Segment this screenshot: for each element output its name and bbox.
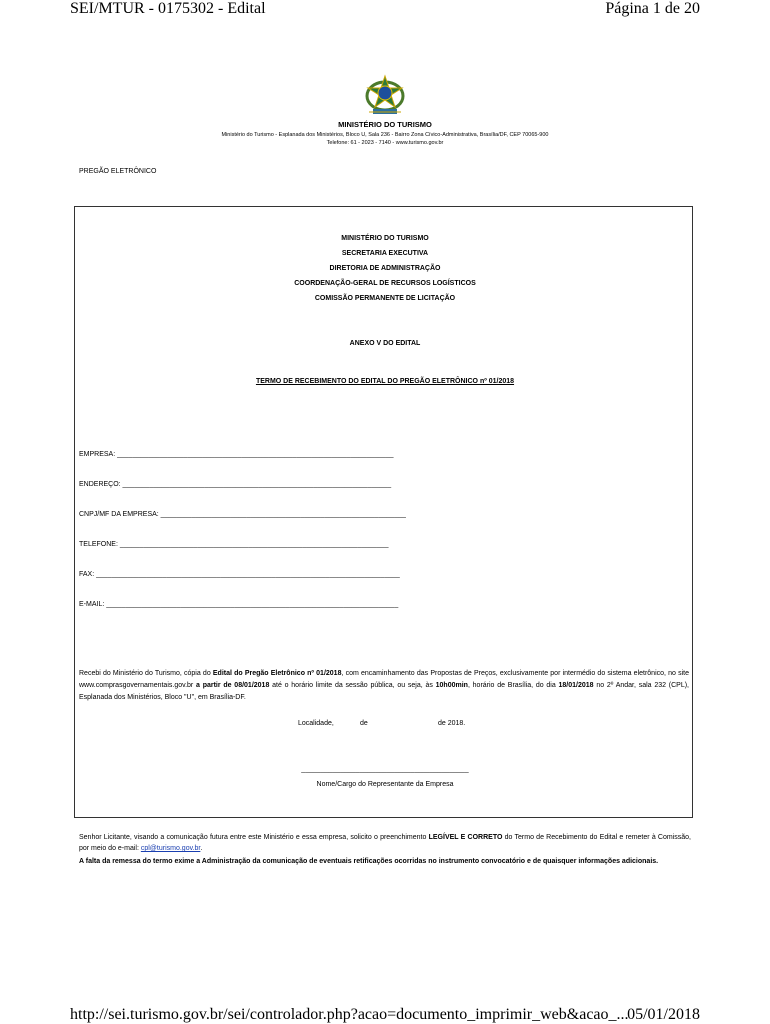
field-telefone[interactable]: TELEFONE: _____________________________________________________________________ bbox=[79, 541, 389, 548]
field-cnpj[interactable]: CNPJ/MF DA EMPRESA: _______________________________________________________________ bbox=[79, 511, 406, 518]
receipt-paragraph: Recebi do Ministério do Turismo, cópia do Edital do Pregão Eletrônico nº 01/2018, com encaminhamento das Propostas de Preços, exclusivamente por intermédio do sistema eletrônico, no site www.comprasgovernamentais.gov.br a partir de 08/01/2018 até o horário limite da sessão pública, ou seja, às 10h00min, horário de Brasília, do dia 18/01/2018 no 2º Andar, sala 232 (CPL), Esplanada dos Ministérios, Bloco "U", em Brasília-DF. bbox=[79, 670, 690, 701]
field-email[interactable]: E-MAIL: ___________________________________________________________________________ bbox=[79, 601, 399, 608]
print-header-title: SEI/MTUR - 0175302 - Edital bbox=[70, 0, 266, 17]
ministry-title: MINISTÉRIO DO TURISMO bbox=[338, 120, 432, 129]
email-link[interactable]: cpl@turismo.gov.br bbox=[140, 845, 201, 852]
org-line-ministry: MINISTÉRIO DO TURISMO bbox=[341, 235, 429, 242]
locality-year: de 2018. bbox=[438, 720, 466, 727]
org-line-secretariat: SECRETARIA EXECUTIVA bbox=[341, 250, 429, 257]
field-endereco[interactable]: ENDEREÇO: _____________________________________________________________________ bbox=[79, 481, 392, 488]
ministry-phone: Telefone: 61 - 2023 - 7140 - www.turismo.gov.br bbox=[326, 140, 444, 146]
pregao-label: PREGÃO ELETRÔNICO bbox=[79, 168, 157, 175]
annex-title: ANEXO V DO EDITAL bbox=[349, 340, 421, 347]
print-footer-date: 05/01/2018 bbox=[627, 1006, 700, 1023]
bidder-notice bbox=[79, 832, 691, 867]
locality-label: Localidade, bbox=[298, 720, 334, 727]
brazil-coat-of-arms-icon bbox=[360, 72, 410, 118]
signature-caption: Nome/Cargo do Representante da Empresa bbox=[316, 781, 454, 788]
signature-line: ___________________________________________ bbox=[301, 766, 469, 773]
locality-de: de bbox=[360, 720, 368, 727]
print-footer-url: http://sei.turismo.gov.br/sei/controlador.php?acao=documento_imprimir_web&acao_... bbox=[70, 1006, 629, 1023]
term-title: TERMO DE RECEBIMENTO DO EDITAL DO PREGÃO ELETRÔNICO nº 01/2018 bbox=[255, 378, 515, 385]
print-header-page-count: Página 1 de 20 bbox=[605, 0, 700, 17]
field-fax[interactable]: FAX: ______________________________________________________________________________ bbox=[79, 571, 400, 578]
field-empresa[interactable]: EMPRESA: _______________________________________________________________________ bbox=[79, 451, 394, 458]
org-line-coordination: COORDENAÇÃO-GERAL DE RECURSOS LOGÍSTICOS bbox=[294, 280, 476, 287]
org-line-commission: COMISSÃO PERMANENTE DE LICITAÇÃO bbox=[314, 295, 456, 302]
org-line-directorate: DIRETORIA DE ADMINISTRAÇÃO bbox=[329, 265, 441, 272]
notice-paragraph: Senhor Licitante, visando a comunicação futura entre este Ministério e essa empresa, solicito o preenchimento LEGÍVEL E CORRETO do Termo de Recebimento do Edital e remeter à Comissão, por meio do e-mail: cpl@turismo.gov.br. bbox=[79, 834, 691, 852]
notice-warning: A falta da remessa do termo exime a Administração da comunicação de eventuais retificações ocorridas no instrumento convocatório e de quaisquer informações adicionais. bbox=[79, 858, 659, 865]
ministry-address: Ministério do Turismo - Esplanada dos Ministérios, Bloco U, Sala 236 - Bairro Zona Cívico-Administrativa, Brasília/DF, CEP 70065-900 bbox=[221, 132, 549, 138]
